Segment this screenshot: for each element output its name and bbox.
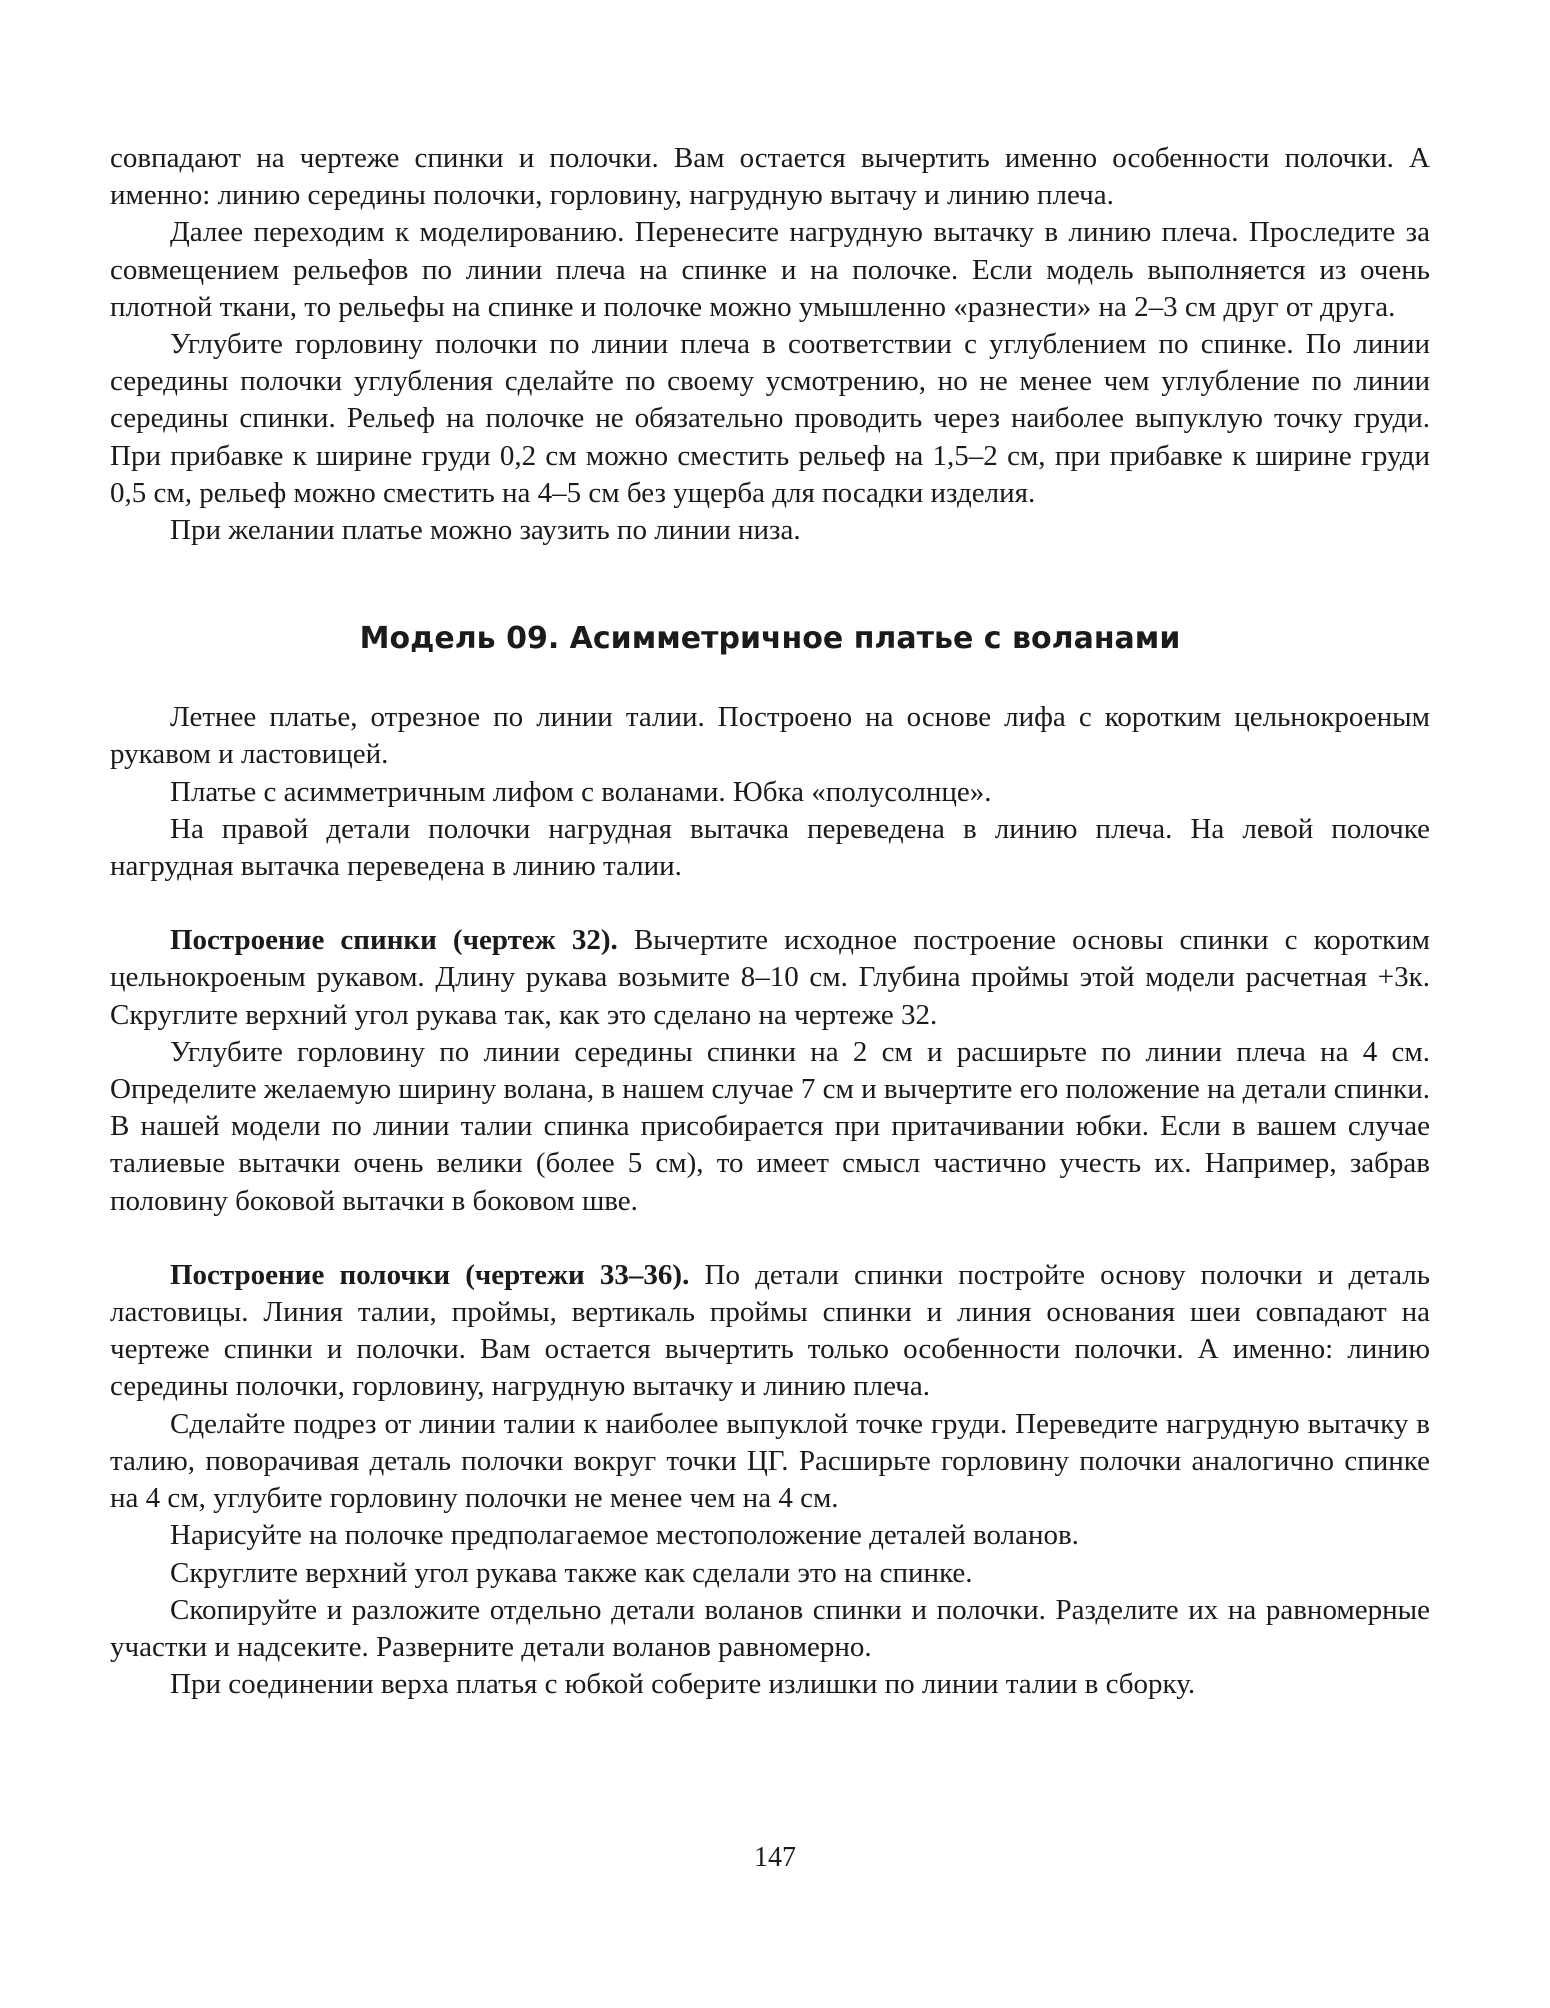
page-body	[110, 140, 1430, 1703]
paragraph-neckline: Углубите горловину полочки по линии плеча в соответствии с углублением по спинке. По линии середины полочки углубления сделайте по своему усмотрению, но не менее чем углубление по линии середины спинки. Рельеф на полочке не обязательно проводить через наиболее выпуклую точку груди. При прибавке к ширине груди 0,2 см можно сместить рельеф на 1,5–2 см, при прибавке к ширине груди 0,5 см, рельеф можно сместить на 4–5 см без ущерба для посадки изделия.	[110, 328, 1430, 509]
paragraph-front-gather: При соединении верха платья с юбкой соберите излишки по линии талии в сборку.	[170, 1668, 1196, 1701]
front-section-title: Построение полочки (чертежи 33–36).	[170, 1258, 690, 1291]
front-section-lead: По детали спинки постройте основу полочки и деталь ластовицы. Линия талии, проймы, вертикаль проймы спинки и линия основания шеи совпадают на чертеже спинки и полочки. Вам остается вычертить только особенности полочки. А именно: линию середины полочки, горловину, нагрудную вытачку и линию плеча.	[110, 1258, 1431, 1403]
paragraph-intro-2: Платье с асимметричным лифом с воланами. Юбка «полусолнце».	[170, 775, 992, 808]
paragraph-back-neckline: Углубите горловину по линии середины спинки на 2 см и расширьте по линии плеча на 4 см. Определите желаемую ширину волана, в нашем случае 7 см и вычертите его положение на детали спинки. В нашей модели по линии талии спинка присобирается при притачивании юбки. Если в вашем случае талиевые вытачки очень велики (более 5 см), то имеет смысл частично учесть их. Например, забрав половину боковой вытачки в боковом шве.	[110, 1035, 1430, 1217]
paragraph-modeling: Далее переходим к моделированию. Перенесите нагрудную вытачку в линию плеча. Проследите за совмещением рельефов по линии плеча на спинке и на полочке. Если модель выполняется из очень плотной ткани, то рельефы на спинке и полочке можно умышленно «разнести» на 2–3 см друг от друга.	[110, 216, 1430, 323]
back-section-title: Построение спинки (чертеж 32).	[170, 924, 618, 957]
model-heading: Модель 09. Асимметричное платье с воланами	[359, 621, 1181, 657]
page-number: 147	[754, 1842, 796, 1873]
paragraph-front-flounces: Нарисуйте на полочке предполагаемое местоположение деталей воланов.	[170, 1519, 1079, 1552]
paragraph-front-cut: Сделайте подрез от линии талии к наиболее выпуклой точке груди. Переведите нагрудную вытачку в талию, поворачивая деталь полочки вокруг точки ЦГ. Расширьте горловину полочки аналогично спинке на 4 см, углубите горловину полочки не менее чем на 4 см.	[110, 1407, 1430, 1515]
paragraph-continued: совпадают на чертеже спинки и полочки. Вам остается вычертить именно особенности полочки. А именно: линию середины полочки, горловину, нагрудную вытачу и линию плеча.	[110, 142, 1430, 212]
paragraph-back-construction	[110, 922, 1430, 1034]
paragraph-front-sleeve: Скруглите верхний угол рукава также как сделали это на спинке.	[170, 1556, 973, 1589]
paragraph-intro-1: Летнее платье, отрезное по линии талии. Построено на основе лифа с коротким цельнокроеным рукавом и ластовицей.	[110, 701, 1430, 771]
back-section-lead: Вычертите исходное построение основы спинки с коротким цельнокроеным рукавом. Длину рукава возьмите 8–10 см. Глубина проймы этой модели расчетная +3к. Скруглите верхний угол рукава так, как это сделано на чертеже 32.	[110, 924, 1430, 1031]
paragraph-front-copy: Скопируйте и разложите отдельно детали воланов спинки и полочки. Разделите их на равномерные участки и надсеките. Разверните детали воланов равномерно.	[110, 1593, 1430, 1663]
paragraph-intro-3: На правой детали полочки нагрудная вытачка переведена в линию плеча. На левой полочке нагрудная вытачка переведена в линию талии.	[110, 812, 1430, 883]
paragraph-front-construction	[110, 1257, 1430, 1406]
paragraph-hem: При желании платье можно заузить по линии низа.	[170, 514, 801, 547]
